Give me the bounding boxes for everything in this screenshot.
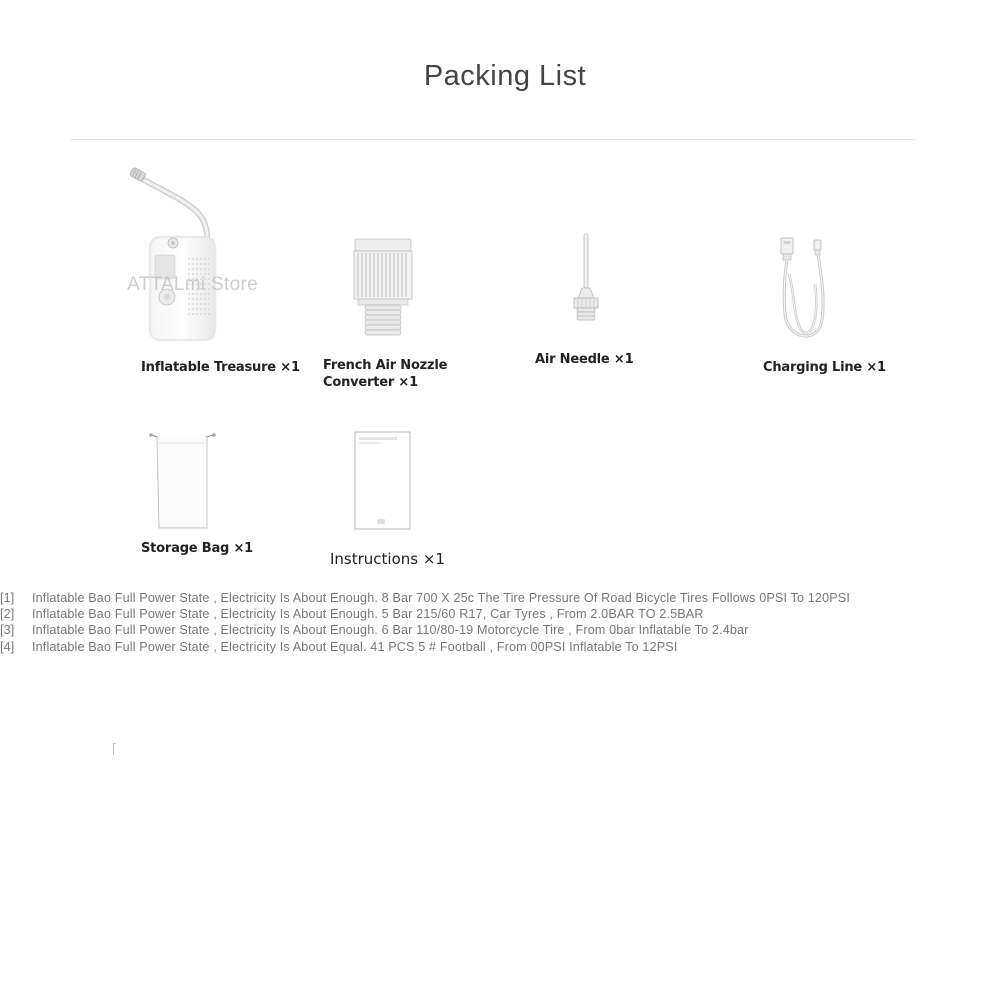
item-label-nozzle-converter-line2: Converter ×1	[323, 375, 418, 390]
notes-list	[0, 590, 1000, 655]
note-item	[0, 590, 1000, 606]
item-label-inflatable-treasure: Inflatable Treasure ×1	[141, 360, 300, 375]
instruction-booklet-icon	[354, 431, 412, 531]
nozzle-converter-icon	[352, 237, 414, 342]
item-label-charging-line: Charging Line ×1	[763, 360, 886, 375]
note-text: Inflatable Bao Full Power State , Electricity Is About Equal. 41 PCS 5 # Football , From 00PSI Inflatable To 12PSI	[32, 639, 678, 654]
item-label-storage-bag: Storage Bag ×1	[141, 541, 253, 556]
storage-bag-icon	[145, 428, 220, 530]
note-number: [3]	[0, 623, 15, 638]
note-item	[0, 606, 1000, 622]
air-pump-icon	[125, 165, 225, 350]
note-item	[0, 622, 1000, 638]
air-needle-icon	[566, 232, 606, 324]
note-text: Inflatable Bao Full Power State , Electricity Is About Enough. 6 Bar 110/80-19 Motorcycle Tire , From 0bar Inflatable To 2.4bar	[32, 623, 749, 638]
note-number: [2]	[0, 607, 15, 622]
watermark: ATTALmi Store	[127, 274, 258, 295]
page-title: Packing List	[423, 60, 587, 92]
note-text: Inflatable Bao Full Power State , Electricity Is About Enough. 8 Bar 700 X 25c The Tire Pressure Of Road Bicycle Tires Follows 0PSI To 120PSI	[32, 591, 850, 605]
divider	[70, 139, 916, 140]
note-number: [1]	[0, 591, 15, 605]
charging-cable-icon	[775, 234, 835, 346]
item-label-instructions: Instructions ×1	[330, 550, 445, 568]
note-text: Inflatable Bao Full Power State , Electricity Is About Enough. 5 Bar 215/60 R17, Car Tyres , From 2.0BAR TO 2.5BAR	[32, 607, 704, 622]
note-item	[0, 639, 1000, 655]
note-number: [4]	[0, 639, 15, 654]
item-label-air-needle: Air Needle ×1	[535, 352, 634, 367]
item-label-nozzle-converter-line1: French Air Nozzle	[323, 358, 448, 373]
bracket-mark	[113, 743, 116, 755]
